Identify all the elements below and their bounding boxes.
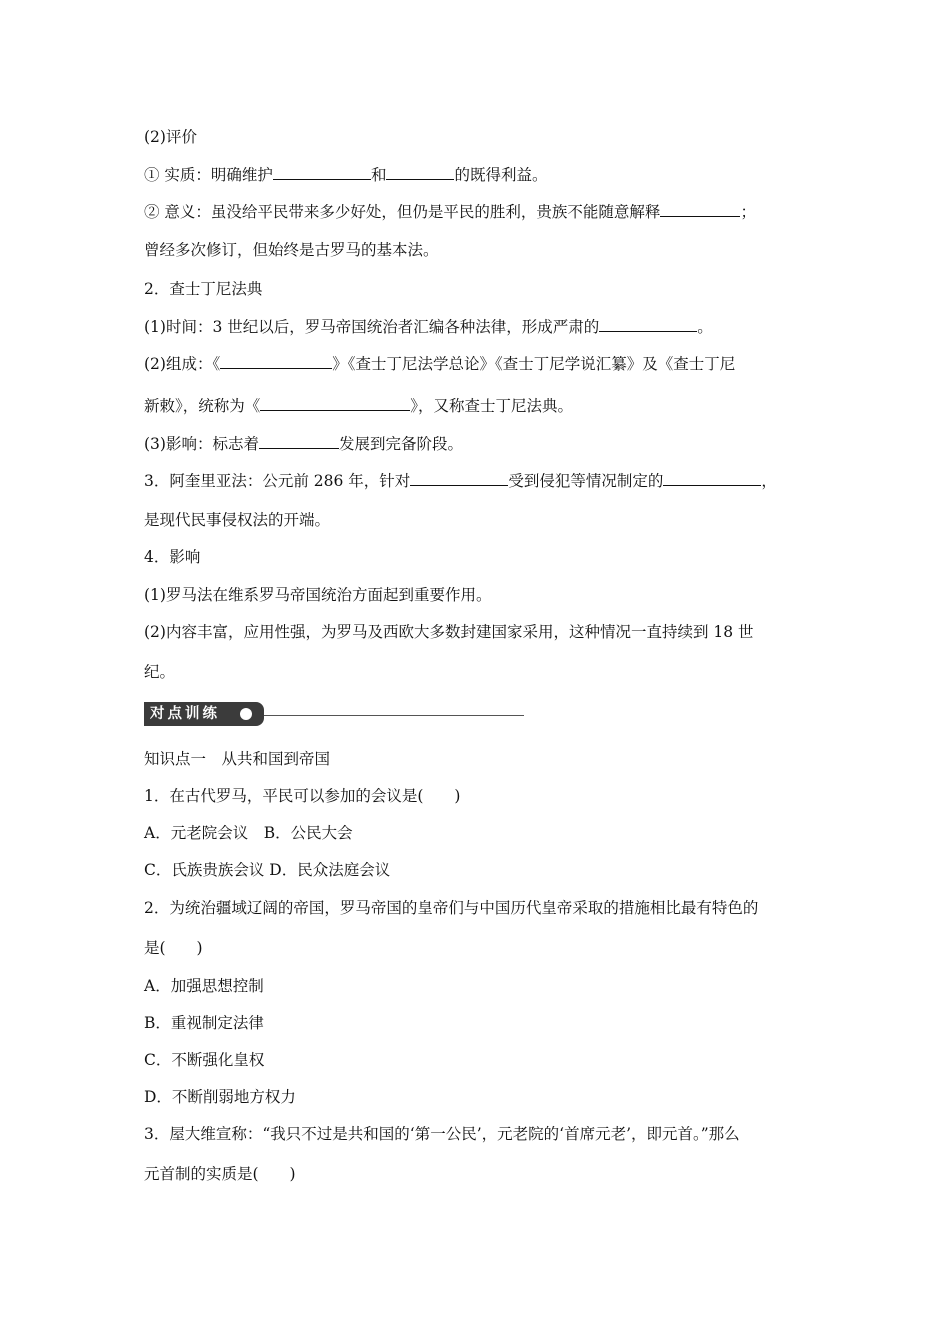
- question-2-option-d: D．不断削弱地方权力: [144, 1088, 296, 1106]
- topic-heading: 知识点一 从共和国到帝国: [144, 750, 331, 768]
- section-title: 对点训练: [144, 702, 264, 726]
- text-line: ① 实质：明确维护 和 的既得利益。: [144, 166, 548, 184]
- question-2-option-a: A．加强思想控制: [144, 977, 264, 995]
- fill-blank: [259, 433, 339, 449]
- question-1-options-cd: C．氏族贵族会议 D．民众法庭会议: [144, 861, 391, 879]
- text-line: 3．阿奎里亚法：公元前 286 年，针对 受到侵犯等情况制定的 ，: [144, 472, 777, 490]
- text-line: (1)时间：3 世纪以后，罗马帝国统治者汇编各种法律，形成严肃的 。: [144, 318, 713, 336]
- question-3: 3．屋大维宣称：“我只不过是共和国的‘第一公民’，元老院的‘首席元老’，即元首。”那么: [144, 1125, 740, 1143]
- text-line: (1)罗马法在维系罗马帝国统治方面起到重要作用。: [144, 586, 492, 604]
- section-header: [144, 702, 534, 726]
- question-1: 1．在古代罗马，平民可以参加的会议是( ): [144, 787, 461, 805]
- fill-blank: [663, 470, 761, 486]
- text-line: 2．查士丁尼法典: [144, 280, 263, 298]
- text-line: 新敕》，统称为《 》，又称查士丁尼法典。: [144, 397, 574, 415]
- fill-blank: [660, 201, 740, 217]
- text-line: (2)内容丰富，应用性强，为罗马及西欧大多数封建国家采用，这种情况一直持续到 18 世: [144, 623, 754, 641]
- section-divider: [264, 715, 524, 716]
- fill-blank: [220, 353, 332, 369]
- question-1-options-ab: A．元老院会议 B．公民大会: [144, 824, 353, 842]
- fill-blank: [260, 395, 410, 411]
- text-line: (2)评价: [144, 128, 197, 146]
- fill-blank: [386, 164, 454, 180]
- question-3-cont: 元首制的实质是( ): [144, 1165, 296, 1183]
- text-line: 是现代民事侵权法的开端。: [144, 511, 331, 529]
- text-line: 纪。: [144, 663, 176, 681]
- fill-blank: [273, 164, 371, 180]
- text-line: (2)组成：《 》《查士丁尼法学总论》《查士丁尼学说汇纂》及《查士丁尼: [144, 355, 736, 373]
- question-2-option-c: C．不断强化皇权: [144, 1051, 265, 1069]
- question-2-cont: 是( ): [144, 939, 203, 957]
- fill-blank: [410, 470, 508, 486]
- fill-blank: [599, 316, 697, 332]
- text-line: (3)影响：标志着 发展到完备阶段。: [144, 435, 463, 453]
- question-2: 2．为统治疆域辽阔的帝国，罗马帝国的皇帝们与中国历代皇帝采取的措施相比最有特色的: [144, 899, 759, 917]
- bullet-dot-icon: [240, 708, 252, 720]
- text-line: ② 意义：虽没给平民带来多少好处，但仍是平民的胜利，贵族不能随意解释 ；: [144, 203, 756, 221]
- question-2-option-b: B．重视制定法律: [144, 1014, 264, 1032]
- text-line: 曾经多次修订，但始终是古罗马的基本法。: [144, 241, 439, 259]
- text-line: 4．影响: [144, 548, 201, 566]
